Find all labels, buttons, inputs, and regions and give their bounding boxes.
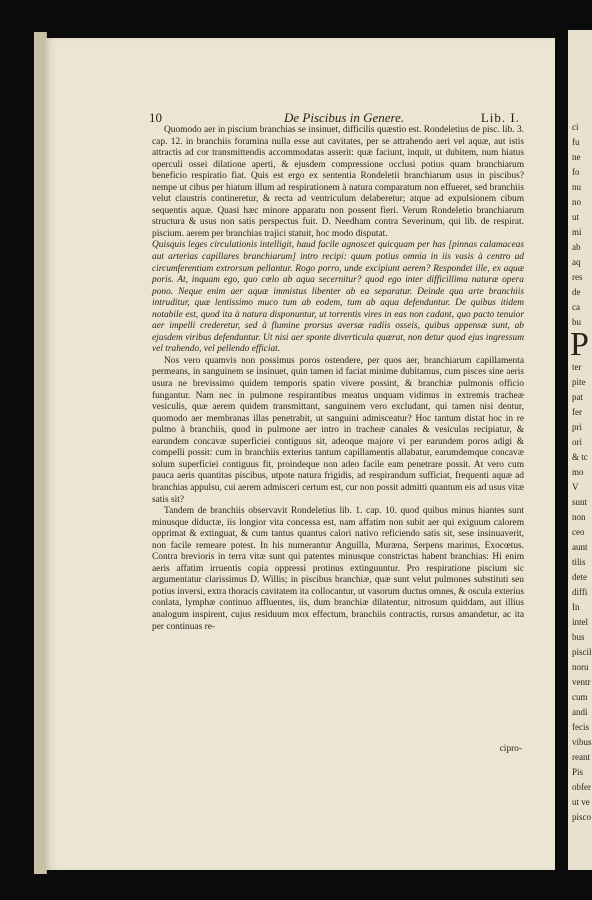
facing-page-fragment: ut [572,212,580,222]
facing-page-fragment: bus [572,632,585,642]
facing-page-fragment: ci [572,122,579,132]
facing-page-fragment: ventr [572,677,591,687]
running-title: De Piscibus in Genere. [284,110,405,125]
facing-page-fragment: fer [572,407,582,417]
facing-page-fragment: vibus [572,737,592,747]
facing-page-fragment: sunt [572,497,588,507]
facing-page-fragment: aunt [572,542,588,552]
facing-page-edge [568,30,592,870]
facing-page-fragment: ter [572,362,582,372]
facing-page-fragment: ca [572,302,580,312]
paragraph: Tandem de branchiis observavit Rondeletius lib. 1. cap. 10. quod quibus minus hiantes sunt minusque diductæ, iis longior vita concessa est, nam affatim non subit aer qui exiguum calorem opprimat & extinguat, & cum tantus quantus calori nativo reficiendo satis sit, sese insinuaverit, non facile remeare potest. In his numerantur Anguilla, Muræna, Serpens marinus, Exocœtus. Contra brevioris in terra vitæ sunt qui patentes minusque constrictas habent branchias: Hi enim aeris affatim irruentis copia oppressi protinus extinguuntur. Pro respiratione piscium sic argumentatur clarissimus D. Willis; in piscibus branchiæ, quæ sunt velut pulmones substituti seu potius inversi, extra thoracis cavitatem ita collocantur, ut vasorum ductus omnes, & oscula exterius conlata, lymphæ continuo affluentes, iis, dum branchiæ dilatentur, nitrosum quiddam, aut illius analogum inspirent, cujus residuum mox effectum, branchiis contractis, rursus amandetur, ac ita per continuas re- [152,506,524,632]
facing-page-fragment: reant [572,752,590,762]
facing-page-fragment: fecis [572,722,589,732]
facing-page-fragment: In [572,602,580,612]
facing-page-fragment: ab [572,242,581,252]
facing-page-fragment: ori [572,437,582,447]
facing-page-fragment: P [570,326,589,363]
page-number: 10 [149,110,162,125]
body-text [152,125,524,633]
paragraph: Quomodo aer in piscium branchias se insinuet, difficilis quæstio est. Rondeletius de pisc. lib. 3. cap. 12. in branchiis foramina nulla esse aut cavitates, per se attrahendo aeri vel aquæ, aut istis attractis ad cor transmittendis accommodatas asserit: quæ faciunt, inquit, ut dubitem, num hiatus operculi ossei dilatione aperti, & ejusdem compressione occlusi potius quam branchiarum beneficio respiratio fiat. Quis est ergo ex sententia Rondeletii branchiarum usus in piscibus? nempe ut cibus per hiatum illum ad respirationem à natura comparatum non effueret, sed branchiis velut claustris contineretur, & recta ad ventriculum delaberetur; atque ad expulsionem cibum sequentis aquæ. Quasi hæc minore apparatu non possent fieri. Verum Rondeletio branchiarum structura & usus non satis perspectus fuit. D. Needham contra Severinum, qui lib. de respirat. piscium. aerem per branchias trajici statuit, hoc modo disputat. [152,125,524,239]
facing-page-fragment: pite [572,377,586,387]
catchword: cipro- [499,744,522,754]
facing-page-fragment: andi [572,707,588,717]
facing-page-fragment: pisco [572,812,591,822]
facing-page-fragment: pat [572,392,583,402]
facing-page-fragment: cum [572,692,588,702]
facing-page-fragment: & tc [572,452,588,462]
facing-page-fragment: de [572,287,581,297]
facing-page-fragment: aq [572,257,581,267]
facing-page-fragment: V [572,482,579,492]
facing-page-fragment: ne [572,152,581,162]
facing-page-fragment: res [572,272,583,282]
facing-page-fragment: fo [572,167,580,177]
facing-page-fragment: dete [572,572,587,582]
book-section-label: Lib. I. [480,110,520,125]
facing-page-fragment: diffi [572,587,588,597]
facing-page-fragment: piscil [572,647,592,657]
facing-page-fragment: intel [572,617,588,627]
facing-page-fragment: no [572,197,581,207]
quoted-passage: Quisquis leges circulationis intelligit, haud facile agnoscet quicquam per has [pinnas calamaceas aut arterias capillares branchiarum] intro recipi: quum potius omnia in iis vasis à centro ad circumferentiam extrorsum pellantur. Rogo porro, unde excipiunt aerem? Respondet ille, ex aquæ poris. At, inquam ego, quo cœlo ab aqua secernitur? quod ego inter difficillima naturæ opera pono. Neque enim aer aquæ immistus libenter ab ea separatur. Deinde qua arte branchiis intruditur, quæ lentissimo muco tum ab eodem, tum ab aqua defenduntur. De quibus itidem notabile est, quod ita à natura disponuntur, ut torrentis vires in eas non cadant, quo pacto tenuior aer impelli crederetur, sed à flumine prorsus aversæ radiis osseis, quibus appensæ sunt, ab ejusdem viribus defenduntur. Ut nisi aer sponte diverticula quærat, non detur quod ejus ingressum vel trahendo, vel pellendo efficiat. [152,240,524,355]
paragraph: Nos vero quamvis non possimus poros ostendere, per quos aer, branchiarum capillamenta permeans, in sanguinem se insinuet, quin tamen id faciat minime dubitamus, cum pisces sine aeris usura ne brevissimo quidem temporis spatio vivere possint, & branchiæ pulmonis officio fungantur. Nam nec in pulmone respirantibus meatus unquam vidimus in extremis tracheæ vesiculis, quæ aerem quidem transmittant, sanguinem vero excludant, qui tamen nisi dentur, quomodo aer membranas illas penetrabit, ut sanguini admisceatur? Hoc tantum distat hoc in re pulmo à branchiis, quod in pulmone aer intro in tracheæ canales & vesiculas recipiatur, & earundem concavæ superficiei contiguus sit, adeoque majore vi per earundem poros adigi & compelli possit: cum in branchiis exterius tantum capillamentis allabatur, earumdemque concavæ solum superficiei contiguus fit, proindeque non adeo facile eam penetrare possit. At vero cum pauca aeris quantitas piscibus, utpote natura frigidis, ad respirandum sufficiat, frequenti aquæ ad branchias appulsu, cui aerem admisceri certum est, cur non possit admitti quantum eis ad usus vitæ satis sit? [152,355,524,505]
facing-page-fragment: mi [572,227,582,237]
facing-page-fragment: fu [572,137,580,147]
facing-page-fragment: ceo [572,527,585,537]
facing-page-fragment: ut ve [572,797,590,807]
facing-page-fragment: mo [572,467,584,477]
facing-page-fragment: nu [572,182,581,192]
facing-page-fragment: noru [572,662,589,672]
facing-page-fragment: non [572,512,586,522]
facing-page-fragment: tilis [572,557,586,567]
facing-page-fragment: pri [572,422,582,432]
facing-page-fragment: bu [572,317,581,327]
facing-page-fragment: Pis [572,767,584,777]
facing-page-fragment: obfer [572,782,591,792]
